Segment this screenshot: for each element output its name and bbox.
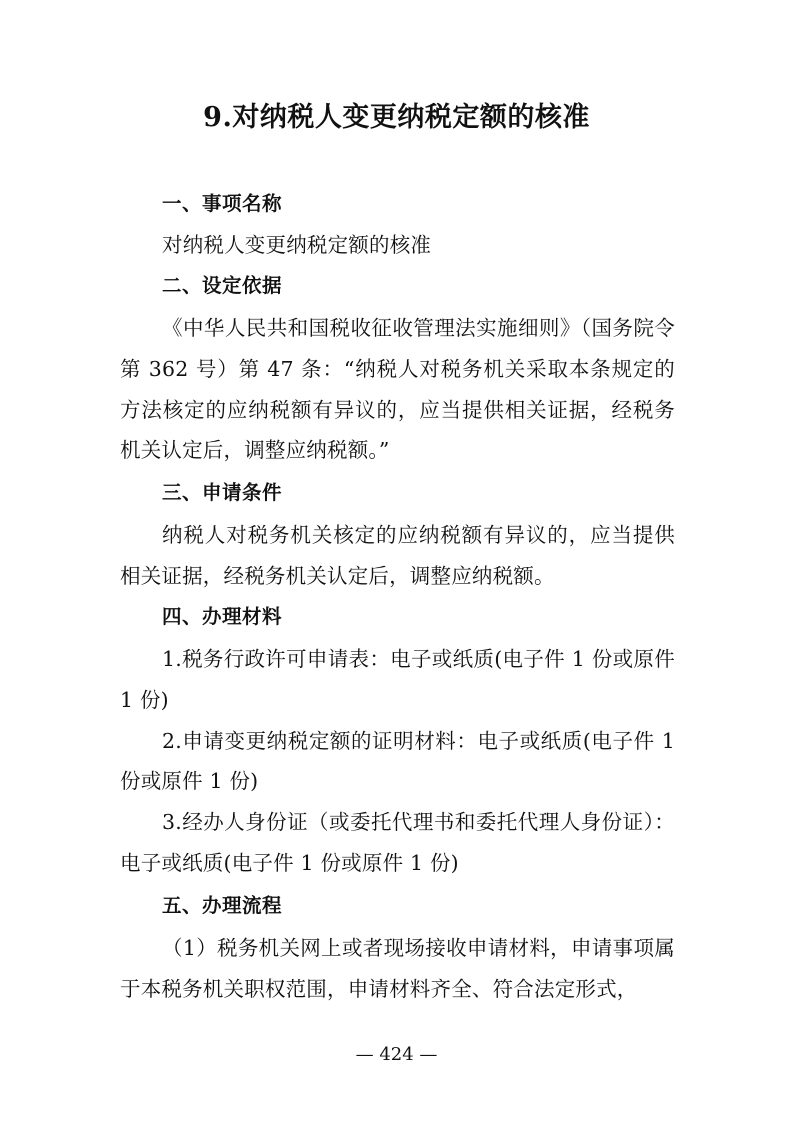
- section-heading-item-name: 一、事项名称: [162, 192, 283, 215]
- list-item: 3.经办人身份证（或委托代理书和委托代理人身份证）：电子或纸质(电子件 1 份或原件 1 份): [120, 810, 675, 875]
- document-title: 9.对纳税人变更纳税定额的核准: [203, 102, 590, 133]
- section-heading-legal-basis: 二、设定依据: [162, 274, 283, 297]
- paragraph: 对纳税人变更纳税定额的核准: [162, 233, 432, 257]
- section-procedure-body: [120, 928, 675, 1010]
- paragraph: 纳税人对税务机关核定的应纳税额有异议的，应当提供相关证据，经税务机关认定后，调整应纳税额。: [120, 523, 675, 588]
- section-heading-procedure: 五、办理流程: [162, 894, 283, 917]
- section-conditions-body: [120, 515, 675, 597]
- section-item-name-body: [120, 225, 675, 266]
- section-materials-body: [120, 639, 675, 884]
- paragraph: 《中华人民共和国税收征收管理法实施细则》（国务院令第 362 号）第 47 条：“纳税人对税务机关采取本条规定的方法核定的应纳税额有异议的，应当提供相关证据，经税务机关认定后，调整应纳税额。”: [120, 316, 675, 463]
- page-number: — 424 —: [355, 1044, 438, 1065]
- paragraph: （1）税务机关网上或者现场接收申请材料，申请事项属于本税务机关职权范围，申请材料齐全、符合法定形式，: [120, 936, 675, 1001]
- section-heading-materials: 四、办理材料: [162, 605, 283, 628]
- list-item: 2.申请变更纳税定额的证明材料：电子或纸质(电子件 1 份或原件 1 份): [120, 728, 675, 794]
- section-legal-basis-body: [120, 308, 675, 471]
- section-heading-conditions: 三、申请条件: [162, 481, 283, 504]
- list-item: 1.税务行政许可申请表：电子或纸质(电子件 1 份或原件 1 份): [120, 647, 675, 712]
